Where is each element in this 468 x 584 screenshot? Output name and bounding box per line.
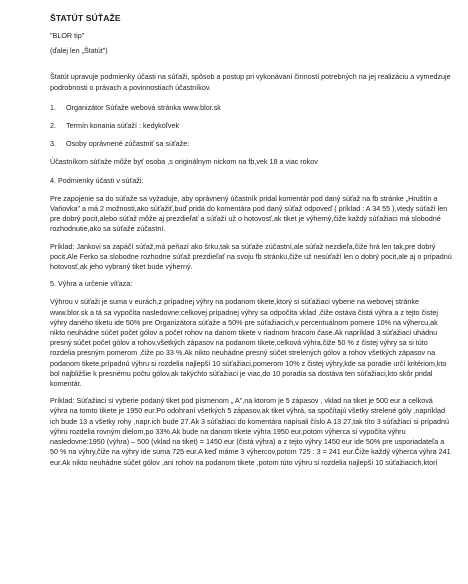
conditions-paragraph: Pre zapojenie sa do súťaže sa vyžaduje, aby oprávnený účastník pridal komentár pod daný súťaž na fb stránke „Hruštín a Vaňovka" a má 2 možnosti,ako súťažiť,buď pridá do komentára pod daný súťaž odpoveď ( príklad : A 34 55 ),vtedy súťaží len pre dobrý pocit,alebo súťaž môže aj prezdieľať a súťaží už o hotovosť,ak tiket je výherný,čiže každý súťažiaci má slobodné rozhodnutie,ako sa súťaže zúčastní.	[50, 193, 448, 234]
contest-name: "BLOR tip"	[50, 31, 85, 40]
section-term	[50, 121, 452, 131]
section-number: 1.	[50, 102, 56, 112]
document-title: ŠTATÚT SÚŤAŽE	[50, 13, 121, 23]
section-eligibility	[50, 139, 452, 149]
section-number: 3.	[50, 139, 56, 149]
section-prize-heading: 5. Výhra a určenie víťaza:	[50, 279, 133, 289]
alias-note: (ďalej len „Štatút")	[50, 46, 108, 56]
section-organizer	[50, 103, 452, 113]
prize-paragraph: Výhrou v súťaži je suma v eurách,z prípadnej výhry na podanom tikete,ktorý si súťažiaci vyberie na webovej stránke www.blor.sk a tá sa vypočíta nasledovne:celkovej prípadnej výhry sa odpočíta vklad ,čiže ostáva čistá výhra a z tejto čistej výhry daného tiketu ide 50% pre Organizátora súťaže a 50% pre súťažiacich,v percentuálnom pomere 10% na výhercu,ak nikto neuhádne súčet počet gólov a počet rohov na danom tikete v riadnom hracom čase.Ak napríklad 3 súťažiaci uhádnu presný súčet počet gólov a rohov,všetkých zápasov na podanom tikete,celková výhra,čiže 50 % z čistej výhry sa si túto rozdelia presným pomerom ,čiže po 33 %.Ak nikto neuhádne presný súčet strelených gólov a rohov všetkých zápasov na podanom tikete,prípadnú výhru si rozdelia najlepší 10 súťažiaci,pomerom 10% z čistej výhry,kde sa poradie určí kritériom,kto bol najbližšie k presnému počtu gólov,ak takýchto súťažiaci je viac,do 10 poradia sa dostáva ten súťažiaci,kto skôr pridal komentár.	[50, 297, 447, 389]
section-text: Termín konania súťaží : kedykoľvek	[66, 121, 180, 131]
section-text: Osoby oprávnené zúčastniť sa súťaže:	[66, 139, 190, 149]
section-number: 2.	[50, 121, 56, 131]
eligibility-text: Účastníkom súťaže môže byť osoba ,s originálnym nickom na fb,vek 18 a viac rokov	[50, 157, 318, 167]
section-text: Organizátor Súťaže webová stránka www.blor.sk	[66, 102, 221, 112]
example-paragraph-2: Príklad: Súťažiaci si vyberie podaný tiket pod písmenom „ A",na ktorom je 5 zápasov , vklad na tiket je 500 eur a celková výhra na tomto tikete je 1950 eur.Po odohraní všetkých 5 zápasov,ak tiket výhrá, sa spočítajú všetky strelené góly ,napríklad ich bude 13 a všetky rohy ,napr.ich bude 27.Ak 3 súťažiaci do komentára napísali číslo A 13 27,tak títo 3 súťažiaci si prípadnú výhru rozdelia rovným dielom,po 33%.Ak bude na danom tikete výhra 1950 eur,potom výherca si vypočíta výhru nasledovne:1950 (výhra) – 500 (vklad na tiket) = 1450 eur (čistá výhra) a z tejto výhry 1450 eur ide 50% pre usporiadateľa a 50 % na výhry,čiže na výhry ide suma 725 eur.A keď máme 3 výhercov,potom 725 : 3 = 241 eur.Čiže každý výherca výhra 241 eur.Ak nikto neuhádne súčet gólov ,ani rohov na podanom tikete ,potom túto výhru si rozdelia najlepší 10 súťažiacich,ktorí	[50, 396, 451, 467]
example-paragraph-1: Príklad: Jankovi sa zapáčí súťaž,má peňazí ako šrku,tak sa súťaže zúčastní,ale súťaž nezdieľa,čiže hrá len tak,pre dobrý pocit.Ale Ferko sa slobodne rozhodne súťaž prezdieľať na svoju fb stránku,čiže už nesúťaží len o dobrý pocit,ale aj o prípadnú hotovosť,ak jeho vybraný tiket bude výherný.	[50, 241, 452, 272]
section-conditions-heading: 4. Podmienky účasti v súťaži:	[50, 175, 144, 185]
intro-paragraph: Štatút upravuje podmienky účasti na súťaži, spôsob a postup pri vykonávaní činností potrebných na jej realizáciu a vymedzuje podrobnosti o právach a povinnostiach účastníkov.	[50, 72, 451, 92]
